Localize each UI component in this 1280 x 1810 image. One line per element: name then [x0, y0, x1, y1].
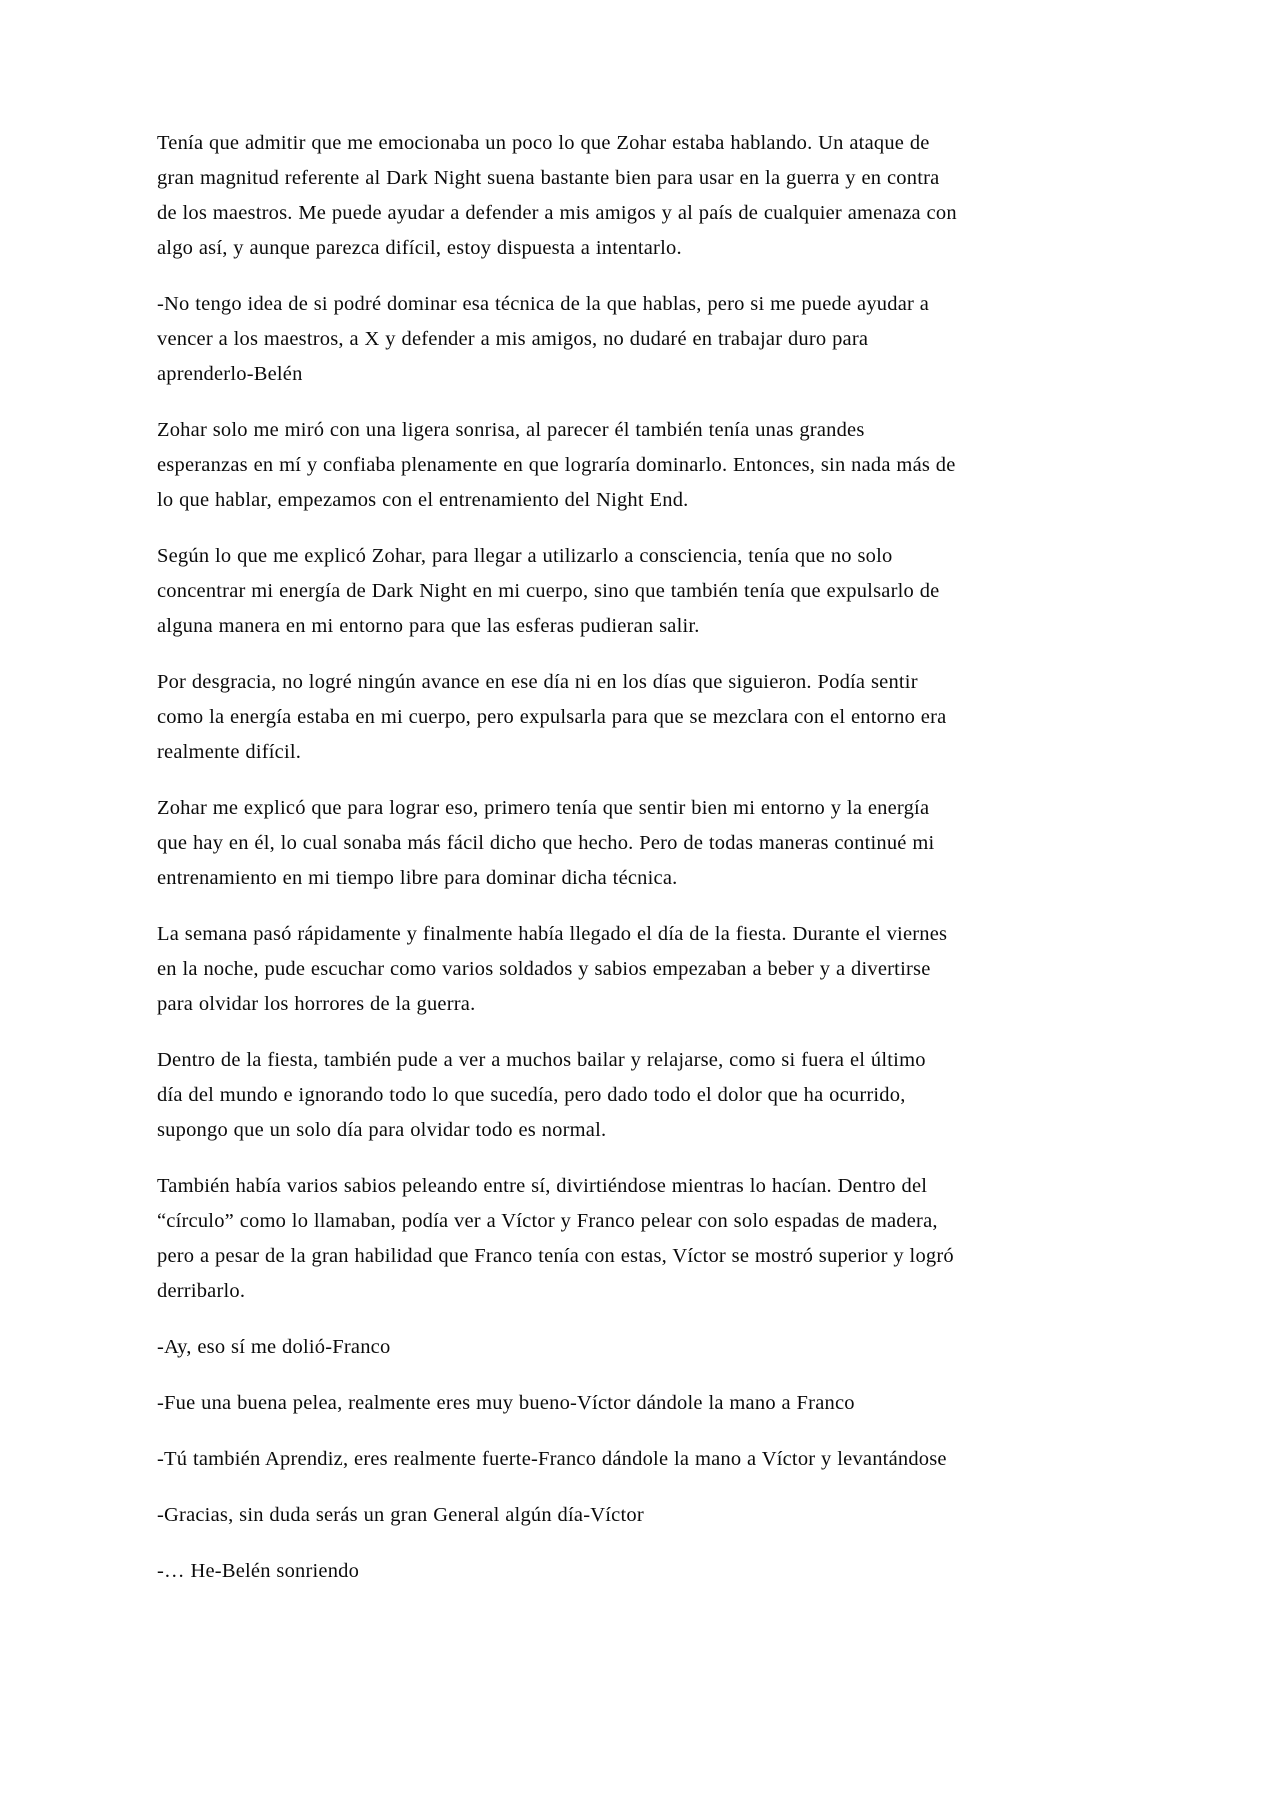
paragraph: Zohar me explicó que para lograr eso, primero tenía que sentir bien mi entorno y la energía que hay en él, lo cual sonaba más fácil dicho que hecho. Pero de todas maneras continué mi entrenamiento en mi tiempo libre para dominar dicha técnica.	[157, 797, 935, 889]
paragraph: Dentro de la fiesta, también pude a ver a muchos bailar y relajarse, como si fuera el último día del mundo e ignorando todo lo que sucedía, pero dado todo el dolor que ha ocurrido, supongo que un solo día para olvidar todo es normal.	[157, 1049, 926, 1141]
paragraph: -Tú también Aprendiz, eres realmente fuerte-Franco dándole la mano a Víctor y levantándose	[157, 1448, 947, 1470]
text-column	[157, 126, 957, 1589]
paragraph: Por desgracia, no logré ningún avance en ese día ni en los días que siguieron. Podía sentir como la energía estaba en mi cuerpo, pero expulsarla para que se mezclara con el entorno era realmente difícil.	[157, 671, 947, 763]
paragraph: Tenía que admitir que me emocionaba un poco lo que Zohar estaba hablando. Un ataque de gran magnitud referente al Dark Night suena bastante bien para usar en la guerra y en contra de los maestros. Me puede ayudar a defender a mis amigos y al país de cualquier amenaza con algo así, y aunque parezca difícil, estoy dispuesta a intentarlo.	[157, 132, 957, 259]
paragraph: -Fue una buena pelea, realmente eres muy bueno-Víctor dándole la mano a Franco	[157, 1392, 855, 1414]
paragraph: La semana pasó rápidamente y finalmente había llegado el día de la fiesta. Durante el viernes en la noche, pude escuchar como varios soldados y sabios empezaban a beber y a divertirse para olvidar los horrores de la guerra.	[157, 923, 948, 1015]
paragraph: Según lo que me explicó Zohar, para llegar a utilizarlo a consciencia, tenía que no solo concentrar mi energía de Dark Night en mi cuerpo, sino que también tenía que expulsarlo de alguna manera en mi entorno para que las esferas pudieran salir.	[157, 545, 940, 637]
paragraph: -… He-Belén sonriendo	[157, 1560, 360, 1582]
paragraph: También había varios sabios peleando entre sí, divirtiéndose mientras lo hacían. Dentro del “círculo” como lo llamaban, podía ver a Víctor y Franco pelear con solo espadas de madera, pero a pesar de la gran habilidad que Franco tenía con estas, Víctor se mostró superior y logró derribarlo.	[157, 1175, 954, 1302]
paragraph: -No tengo idea de si podré dominar esa técnica de la que hablas, pero si me puede ayudar a vencer a los maestros, a X y defender a mis amigos, no dudaré en trabajar duro para aprenderlo-Belén	[157, 293, 930, 385]
paragraph: Zohar solo me miró con una ligera sonrisa, al parecer él también tenía unas grandes esperanzas en mí y confiaba plenamente en que lograría dominarlo. Entonces, sin nada más de lo que hablar, empezamos con el entrenamiento del Night End.	[157, 419, 956, 511]
paragraph: -Ay, eso sí me dolió-Franco	[157, 1336, 391, 1358]
paragraph: -Gracias, sin duda serás un gran General algún día-Víctor	[157, 1504, 644, 1526]
